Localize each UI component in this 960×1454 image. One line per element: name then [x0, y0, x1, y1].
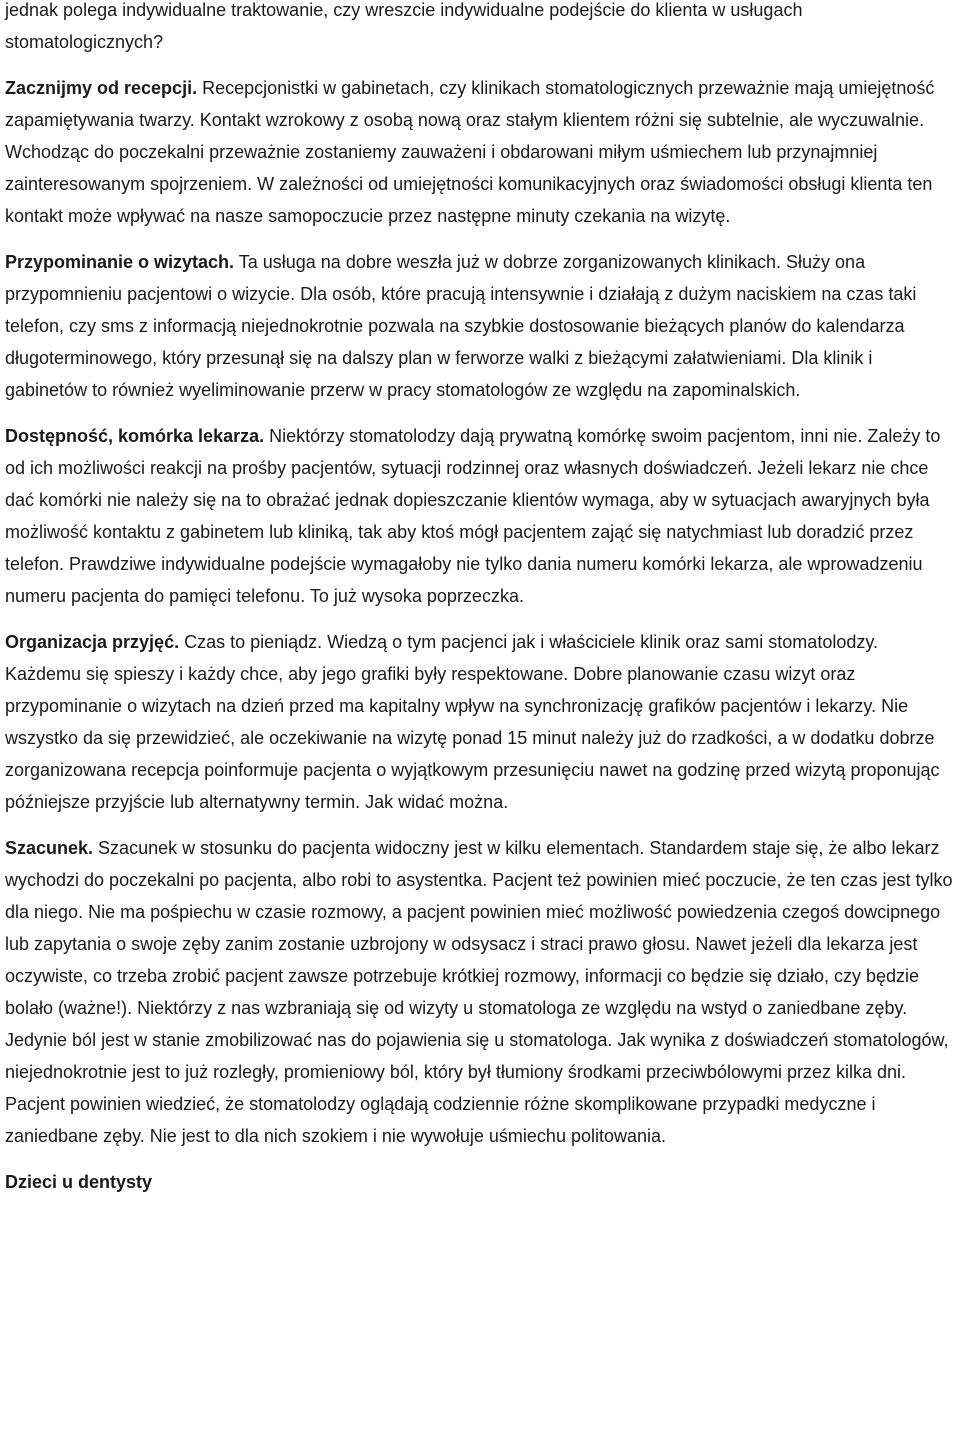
- paragraph-organization: [5, 626, 957, 818]
- paragraph-lead: Szacunek.: [5, 838, 94, 858]
- paragraph-text: Niektórzy stomatolodzy dają prywatną komórkę swoim pacjentom, inni nie. Zależy to od ich możliwości reakcji na prośby pacjentów, sytuacji rodzinnej oraz własnych doświadczeń. Jeżeli lekarz nie chce dać komórki nie należy się na to obrażać jednak dopieszczanie klientów wymaga, aby w sytuacjach awaryjnych była możliwość kontaktu z gabinetem lub kliniką, tak aby ktoś mógł pacjentem zająć się natychmiast lub doradzić przez telefon. Prawdziwe indywidualne podejście wymagałoby nie tylko dania numeru komórki lekarza, ale wprowadzeniu numeru pacjenta do pamięci telefonu. To już wysoka poprzeczka.: [5, 426, 941, 606]
- paragraph-availability: [5, 420, 957, 612]
- section-heading: Dzieci u dentysty: [5, 1172, 153, 1192]
- paragraph-lead: Zacznijmy od recepcji.: [5, 78, 198, 98]
- document-page: [5, 0, 957, 1198]
- paragraph-text: Szacunek w stosunku do pacjenta widoczny jest w kilku elementach. Standardem staje się, że albo lekarz wychodzi do poczekalni po pacjenta, albo robi to asystentka. Pacjent też powinien mieć poczucie, że ten czas jest tylko dla niego. Nie ma pośpiechu w czasie rozmowy, a pacjent powinien mieć możliwość powiedzenia czegoś dowcipnego lub zapytania o swoje zęby zanim zostanie uzbrojony w odsysacz i straci prawo głosu. Nawet jeżeli dla lekarza jest oczywiste, co trzeba zrobić pacjent zawsze potrzebuje krótkiej rozmowy, informacji co będzie się działo, czy będzie bolało (ważne!). Niektórzy z nas wzbraniają się od wizyty u stomatologa ze względu na wstyd o zaniedbane zęby. Jedynie ból jest w stanie zmobilizować nas do pojawienia się u stomatologa. Jak wynika z doświadczeń stomatologów, niejednokrotnie jest to już rozległy, promieniowy ból, który był tłumiony środkami przeciwbólowymi przez kilka dni. Pacjent powinien wiedzieć, że stomatolodzy oglądają codziennie różne skomplikowane przypadki medyczne i zaniedbane zęby. Nie jest to dla nich szokiem i nie wywołuje uśmiechu politowania.: [5, 838, 953, 1146]
- paragraph-respect: [5, 832, 957, 1152]
- paragraph-text: Czas to pieniądz. Wiedzą o tym pacjenci jak i właściciele klinik oraz sami stomatolodzy. Każdemu się spieszy i każdy chce, aby jego grafiki były respektowane. Dobre planowanie czasu wizyt oraz przypominanie o wizytach na dzień przed ma kapitalny wpływ na synchronizację grafików pacjentów i lekarzy. Nie wszystko da się przewidzieć, ale oczekiwanie na wizytę ponad 15 minut należy już do rzadkości, a w dodatku dobrze zorganizowana recepcja poinformuje pacjenta o wyjątkowym przesunięciu nawet na godzinę przed wizytą proponując późniejsze przyjście lub alternatywny termin. Jak widać można.: [5, 632, 940, 812]
- paragraph-text: jednak polega indywidualne traktowanie, czy wreszcie indywidualne podejście do klienta w usługach stomatologicznych?: [5, 0, 803, 52]
- paragraph-reception: [5, 72, 957, 232]
- paragraph-lead: Dostępność, komórka lekarza.: [5, 426, 265, 446]
- paragraph-text: Recepcjonistki w gabinetach, czy klinikach stomatologicznych przeważnie mają umiejętność zapamiętywania twarzy. Kontakt wzrokowy z osobą nową oraz stałym klientem różni się subtelnie, ale wyczuwalnie. Wchodząc do poczekalni przeważnie zostaniemy zauważeni i obdarowani miłym uśmiechem lub przynajmniej zainteresowanym spojrzeniem. W zależności od umiejętności komunikacyjnych oraz świadomości obsługi klienta ten kontakt może wpływać na nasze samopoczucie przez następne minuty czekania na wizytę.: [5, 78, 935, 226]
- paragraph-lead: Przypominanie o wizytach.: [5, 252, 235, 272]
- paragraph-lead: Organizacja przyjęć.: [5, 632, 180, 652]
- paragraph-reminders: [5, 246, 957, 406]
- paragraph-text: Ta usługa na dobre weszła już w dobrze zorganizowanych klinikach. Służy ona przypomnieniu pacjentowi o wizycie. Dla osób, które pracują intensywnie i działają z dużym naciskiem na czas taki telefon, czy sms z informacją niejednokrotnie pozwala na szybkie dostosowanie bieżących planów do kalendarza długoterminowego, który przesunął się na dalszy plan w ferworze walki z bieżącymi załatwieniami. Dla klinik i gabinetów to również wyeliminowanie przerw w pracy stomatologów ze względu na zapominalskich.: [5, 252, 917, 400]
- paragraph-intro: [5, 0, 957, 58]
